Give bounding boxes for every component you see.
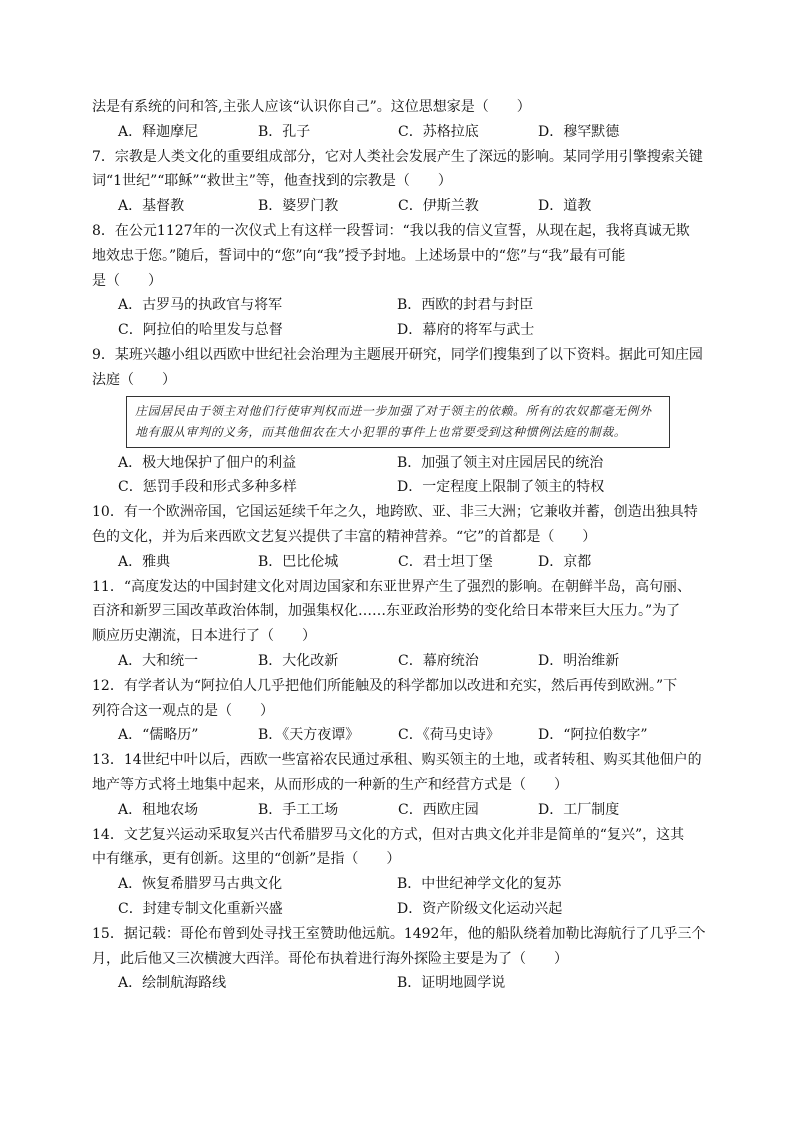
option-c: C．幕府统治 xyxy=(398,652,479,669)
option-d: D．“阿拉伯数字” xyxy=(538,727,648,744)
option-b: B．手工工场 xyxy=(258,801,339,818)
option-a: A．租地农场 xyxy=(118,801,199,818)
option-c: C．君士坦丁堡 xyxy=(398,553,493,570)
q14-stem: 14．文艺复兴运动采取复兴古代希腊罗马文化的方式，但对古典文化并非是简单的“复兴”，这其 xyxy=(92,826,685,843)
option-d: D．工厂制度 xyxy=(538,801,620,818)
q11-stem-end: 顺应历史潮流，日本进行了（ ） xyxy=(92,628,316,645)
q7-options xyxy=(92,194,702,219)
q9-stem-cont: 法庭（ ） xyxy=(92,371,176,388)
option-d: D．资产阶级文化运动兴起 xyxy=(397,900,563,917)
option-a: A．“儒略历” xyxy=(118,727,199,744)
option-b: B．证明地圆学说 xyxy=(397,975,506,992)
q14-options-row2 xyxy=(92,897,702,922)
q6-options xyxy=(92,120,702,145)
option-b: B．婆罗门教 xyxy=(258,198,339,215)
q11-stem-cont: 百济和新罗三国改革政治体制，加强集权化……东亚政治形势的变化给日本带来巨大压力。”为了 xyxy=(92,603,681,620)
option-b: B．西欧的封君与封臣 xyxy=(397,297,534,314)
option-c: C．惩罚手段和形式多种多样 xyxy=(118,479,297,496)
q10-stem: 10．有一个欧洲帝国，它国运延续千年之久，地跨欧、亚、非三大洲；它兼收并蓄，创造出独具特 xyxy=(92,504,698,521)
option-b: B．《天方夜谭》 xyxy=(258,727,360,744)
q10-options xyxy=(92,550,702,575)
option-a: A．极大地保护了佃户的利益 xyxy=(118,454,297,471)
q8-options-row2 xyxy=(92,318,702,343)
option-c: C．苏格拉底 xyxy=(398,123,479,140)
q7-stem: 7．宗教是人类文化的重要组成部分，它对人类社会发展产生了深远的影响。某同学用引擎搜索关键 xyxy=(92,148,703,165)
option-d: D．道教 xyxy=(538,198,592,215)
q15-stem-cont: 月，此后他又三次横渡大西洋。哥伦布执着进行海外探险主要是为了（ ） xyxy=(92,950,568,967)
q9-source-quote-box xyxy=(126,396,670,448)
q8-options-row1 xyxy=(92,293,702,318)
q8-stem-end: 是（ ） xyxy=(92,272,162,289)
q9-source-quote: 庄园居民由于领主对他们行使审判权而进一步加强了对于领主的依赖。所有的农奴都毫无例外地有服从审判的义务，而其他佃农在大小犯罪的事件上也常要受到这种惯例法庭的制裁。 xyxy=(135,403,652,439)
option-c: C．封建专制文化重新兴盛 xyxy=(118,900,283,917)
option-b: B．加强了领主对庄园居民的统治 xyxy=(397,454,604,471)
option-a: A．绘制航海路线 xyxy=(118,975,227,992)
q13-stem-cont: 地产等方式将土地集中起来，从而形成的一种新的生产和经营方式是（ ） xyxy=(92,776,568,793)
option-c: C．《荷马史诗》 xyxy=(398,727,500,744)
option-c: C．阿拉伯的哈里发与总督 xyxy=(118,322,283,339)
option-a: A．古罗马的执政官与将军 xyxy=(118,297,283,314)
q14-stem-cont: 中有继承，更有创新。这里的“创新”是指（ ） xyxy=(92,851,401,868)
option-a: A．释迦摩尼 xyxy=(118,123,199,140)
q11-stem: 11．“高度发达的中国封建文化对周边国家和东亚世界产生了强烈的影响。在朝鲜半岛，高句丽、 xyxy=(92,578,691,595)
option-b: B．孔子 xyxy=(258,123,311,140)
option-a: A．基督教 xyxy=(118,198,185,215)
q12-options xyxy=(92,723,702,748)
q14-options-row1 xyxy=(92,872,702,897)
option-a: A．恢复希腊罗马古典文化 xyxy=(118,876,283,893)
option-a: A．雅典 xyxy=(118,553,171,570)
q15-stem: 15．据记载：哥伦布曾到处寻找王室赞助他远航。1492年，他的船队绕着加勒比海航行了几乎三个 xyxy=(92,925,706,942)
q11-options xyxy=(92,649,702,674)
option-b: B．大化改新 xyxy=(258,652,339,669)
q10-stem-cont: 色的文化，并为后来西欧文艺复兴提供了丰富的精神营养。“它”的首都是（ ） xyxy=(92,528,597,545)
q13-options xyxy=(92,798,702,823)
option-d: D．穆罕默德 xyxy=(538,123,620,140)
q13-stem: 13．14世纪中叶以后，西欧一些富裕农民通过承租、购买领主的土地，或者转租、购买其他佃户的 xyxy=(92,752,702,769)
q9-stem: 9．某班兴趣小组以西欧中世纪社会治理为主题展开研究，同学们搜集到了以下资料。据此可知庄园 xyxy=(92,346,703,363)
q8-stem-cont: 地效忠于您。”随后，誓词中的“您”向“我”授予封地。上述场景中的“您”与“我”最有可能 xyxy=(92,247,626,264)
option-d: D．幕府的将军与武士 xyxy=(397,322,535,339)
option-b: B．中世纪神学文化的复苏 xyxy=(397,876,562,893)
option-d: D．京都 xyxy=(538,553,592,570)
q9-options-row2 xyxy=(92,475,702,500)
q9-options-row1 xyxy=(92,451,702,476)
option-c: C．伊斯兰教 xyxy=(398,198,479,215)
q6-stem: 法是有系统的问和答,主张人应该“认识你自己”。这位思想家是（ ） xyxy=(92,99,531,115)
option-a: A．大和统一 xyxy=(118,652,199,669)
option-d: D．明治维新 xyxy=(538,652,620,669)
option-b: B．巴比伦城 xyxy=(258,553,339,570)
exam-page xyxy=(92,95,706,996)
q8-stem: 8．在公元1127年的一次仪式上有这样一段誓词：“我以我的信义宣誓，从现在起，我将真诚无欺 xyxy=(92,222,690,239)
option-d: D．一定程度上限制了领主的特权 xyxy=(397,479,605,496)
option-c: C．西欧庄园 xyxy=(398,801,479,818)
q15-options-row1 xyxy=(92,971,702,996)
q12-stem-cont: 列符合这一观点的是（ ） xyxy=(92,702,274,719)
q7-stem-cont: 词“1世纪”“耶稣”“救世主”等，他查找到的宗教是（ ） xyxy=(92,173,452,190)
q12-stem: 12．有学者认为“阿拉伯人几乎把他们所能触及的科学都加以改进和充实，然后再传到欧洲。”下 xyxy=(92,677,678,694)
